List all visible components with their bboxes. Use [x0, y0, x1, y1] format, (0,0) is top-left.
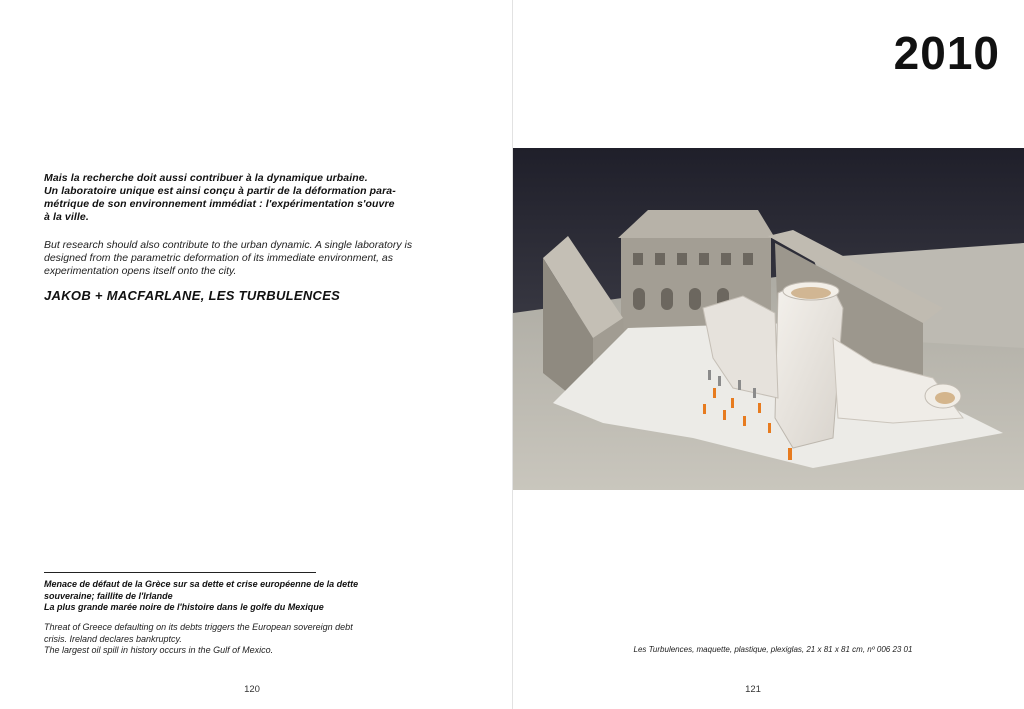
intro-french-line: Un laboratoire unique est ainsi conçu à partir de la déformation para- [44, 185, 396, 197]
page-number-left: 120 [244, 684, 260, 695]
events-english [44, 622, 424, 657]
events-french-line: La plus grande marée noire de l'histoire dans le golfe du Mexique [44, 602, 324, 612]
intro-french-line: Mais la recherche doit aussi contribuer à la dynamique urbaine. [44, 172, 368, 184]
intro-french-line: métrique de son environnement immédiat : l'expérimentation s'ouvre [44, 198, 395, 210]
project-title: JAKOB + MACFARLANE, LES TURBULENCES [44, 288, 341, 303]
footnote-divider [44, 572, 316, 573]
intro-french [44, 172, 444, 224]
page-number-right: 121 [745, 684, 761, 695]
events-english-line: crisis. Ireland declares bankruptcy. [44, 633, 182, 644]
intro-french-line: à la ville. [44, 211, 89, 223]
events-english-line: The largest oil spill in history occurs in the Gulf of Mexico. [44, 645, 274, 655]
photo-caption: Les Turbulences, maquette, plastique, plexiglas, 21 x 81 x 81 cm, nº 006 23 01 [633, 645, 913, 654]
events-french-line: Menace de défaut de la Grèce sur sa dette et crise européenne de la dette [44, 579, 359, 589]
year-heading: 2010 [893, 27, 1000, 79]
events-french [44, 579, 424, 614]
events-french-line: souveraine; faillite de l'Irlande [44, 590, 173, 601]
events-english-line: Threat of Greece defaulting on its debts triggers the European sovereign debt [44, 622, 353, 632]
intro-english: But research should also contribute to the urban dynamic. A single laboratory is designed from the parametric deformation of its immediate environment, as experimentation opens itself onto the city. [44, 239, 413, 277]
right-page [513, 0, 1024, 709]
architectural-model-photo [513, 148, 1024, 490]
